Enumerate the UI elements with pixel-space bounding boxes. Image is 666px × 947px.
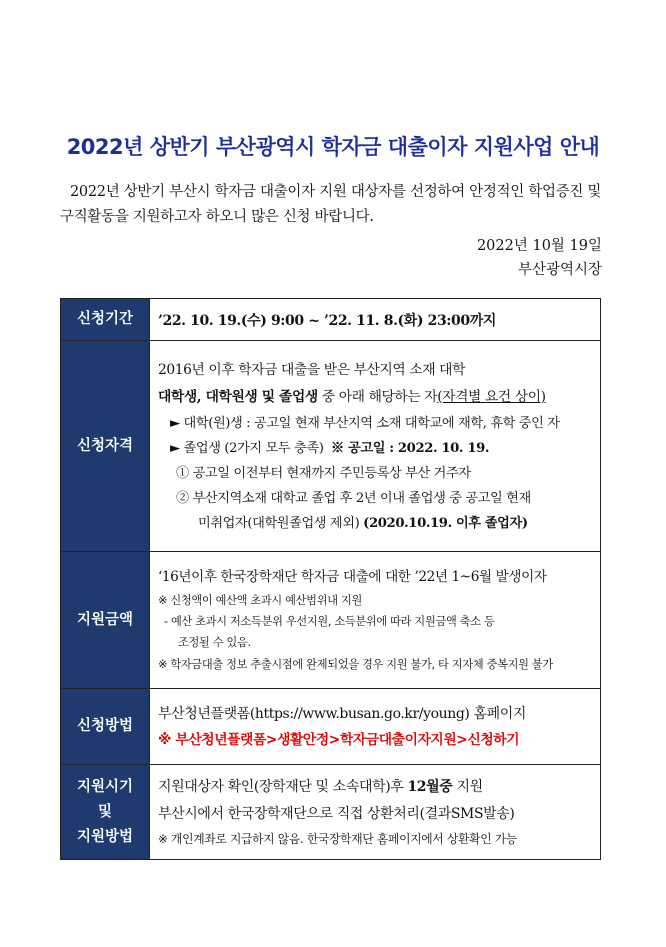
elig-sub2-cont [158, 511, 594, 536]
timing-line1 [158, 774, 594, 801]
elig-item2-text: ► 졸업생 (2가지 모두 충족) [170, 440, 324, 456]
timing-line1-bold: 12월중 [407, 778, 453, 795]
label-eligibility: 신청자격 [61, 341, 150, 552]
timing-line1-post: 지원 [456, 778, 483, 795]
row-eligibility [61, 341, 601, 552]
label-timing-3: 지원방법 [76, 828, 134, 845]
elig-sub1: ① 공고일 이전부터 현재까지 주민등록상 부산 거주자 [176, 465, 471, 481]
label-method: 신청방법 [61, 689, 150, 765]
elig-sub2: ② 부산지역소재 대학교 졸업 후 2년 이내 졸업생 중 공고일 현재 [176, 490, 531, 506]
notice-signer: 부산광역시장 [517, 262, 602, 278]
content-period [150, 299, 601, 341]
amount-note2-cont: 조정될 수 있음. [178, 635, 251, 649]
timing-line1-pre: 지원대상자 확인(장학재단 및 소속대학)후 [158, 778, 404, 795]
label-timing-1: 지원시기 [76, 778, 134, 795]
elig-line2-underlined: (자격별 요건 상이) [437, 388, 546, 405]
method-line1: 부산청년플랫폼(https://www.busan.go.kr/young) 홈페이지 [158, 705, 527, 722]
row-amount [61, 552, 601, 689]
timing-line2: 부산시에서 한국장학재단으로 직접 상환처리(결과SMS발송) [158, 805, 515, 822]
amount-note3: ※ 학자금대출 정보 추출시점에 완제되었을 경우 지원 불가, 타 지자체 중복지원 불가 [158, 657, 553, 671]
notice-date: 2022년 10월 19일 [476, 238, 602, 254]
elig-line1: 2016년 이후 학자금 대출을 받은 부산지역 소재 대학 [158, 361, 466, 378]
label-period: 신청기간 [61, 299, 150, 341]
elig-item1: ► 대학(원)생 : 공고일 현재 부산지역 소재 대학교에 재학, 휴학 중인 자 [170, 415, 560, 431]
elig-item2-bold: ※ 공고일 : 2022. 10. 19. [331, 440, 490, 456]
row-timing [61, 765, 601, 860]
content-timing [150, 765, 601, 860]
elig-line2-rest: 중 아래 해당하는 자 [317, 388, 438, 405]
timing-note: ※ 개인계좌로 지급하지 않음. 한국장학재단 홈페이지에서 상환확인 가능 [158, 831, 517, 846]
row-period [61, 299, 601, 341]
elig-line2 [158, 384, 594, 411]
elig-line2-bold: 대학생, 대학원생 및 졸업생 [158, 388, 318, 405]
info-table [60, 298, 601, 860]
content-method [150, 689, 601, 765]
elig-item2 [158, 436, 594, 461]
amount-line1: ‘16년이후 한국장학재단 학자금 대출에 대한 ’22년 1~6월 발생이자 [158, 568, 547, 585]
elig-sub2-bold: (2020.10.19. 이후 졸업자) [363, 515, 528, 531]
label-timing [61, 765, 150, 860]
elig-sub2-cont-text: 미취업자(대학원졸업생 제외) [198, 515, 360, 531]
method-line2: ※ 부산청년플랫폼>생활안정>학자금대출이자지원>신청하기 [158, 731, 520, 748]
notice-title: 2022년 상반기 부산광역시 학자금 대출이자 지원사업 안내 [66, 135, 600, 159]
content-amount [150, 552, 601, 689]
label-amount: 지원금액 [61, 552, 150, 689]
label-timing-2: 및 [97, 803, 112, 820]
amount-note2: - 예산 초과시 저소득분위 우선지원, 소득분위에 따라 지원금액 축소 등 [164, 614, 495, 628]
row-method [61, 689, 601, 765]
amount-note1: ※ 신청액이 예산액 초과시 예산범위내 지원 [158, 593, 362, 607]
intro-paragraph: 2022년 상반기 부산시 학자금 대출이자 지원 대상자를 선정하여 안정적인 학업증진 및 구직활동을 지원하고자 하오니 많은 신청 바랍니다. [60, 184, 602, 225]
period-text: ’22. 10. 19.(수) 9:00 ~ ’22. 11. 8.(화) 23:00까지 [158, 312, 496, 329]
content-eligibility [150, 341, 601, 552]
